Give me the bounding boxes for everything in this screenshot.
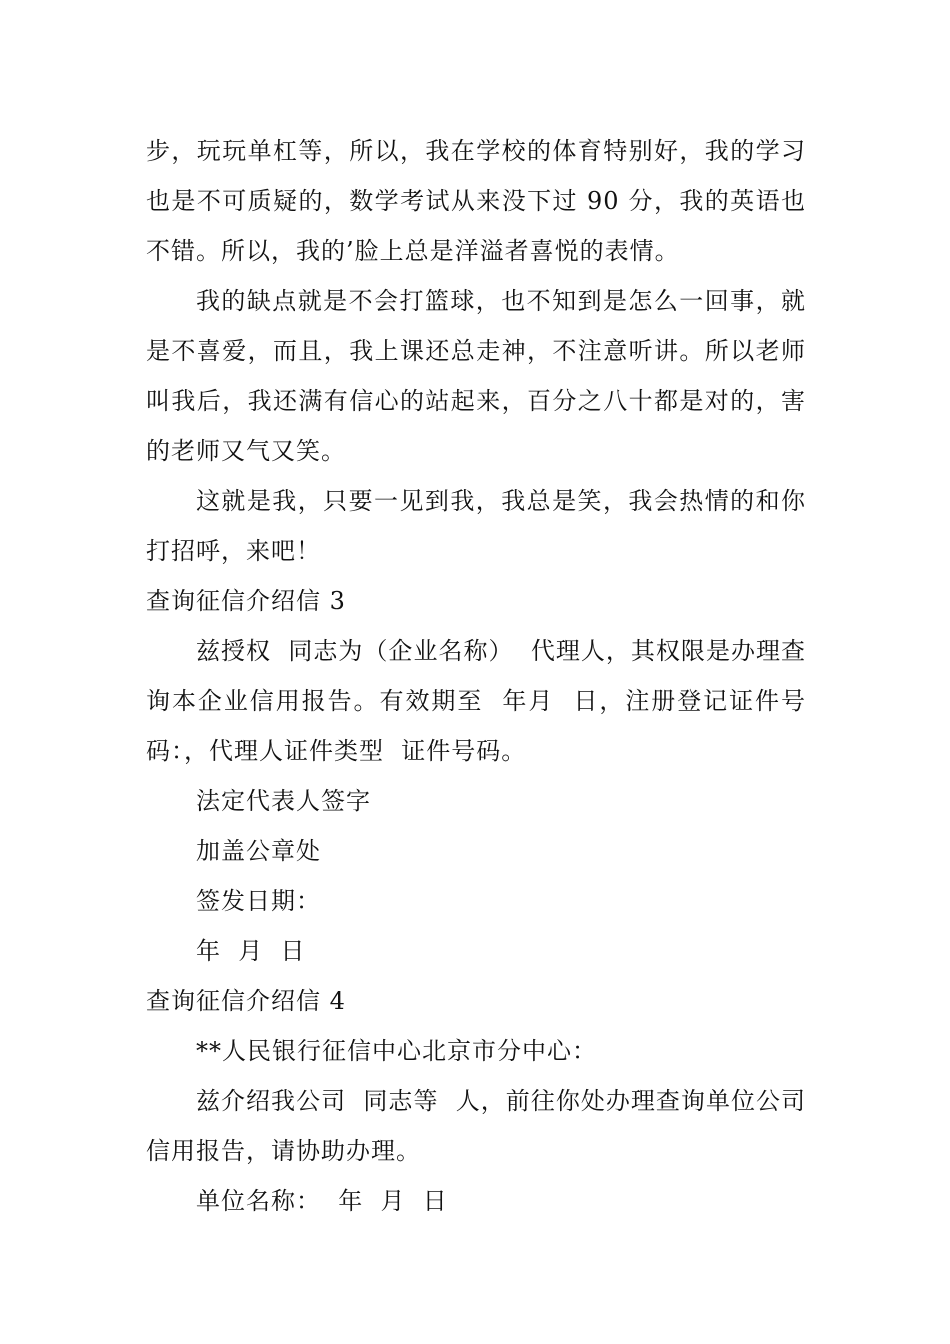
paragraph-introduction: 兹介绍我公司 同志等 人，前往你处办理查询单位公司信用报告，请协助办理。	[146, 1087, 806, 1165]
document-body	[146, 126, 806, 1226]
section-heading-letter-4: 查询征信介绍信 4	[146, 987, 346, 1015]
paragraph-authorization: 兹授权 同志为（企业名称） 代理人，其权限是办理查询本企业信用报告。有效期至 年月 日，注册登记证件号码：，代理人证件类型 证件号码。	[146, 637, 806, 765]
official-seal-line: 加盖公章处	[196, 837, 321, 865]
unit-name-date-line: 单位名称： 年 月 日	[196, 1187, 448, 1215]
letter-addressee: **人民银行征信中心北京市分中心：	[196, 1037, 597, 1065]
paragraph-strengths-continued: 步，玩玩单杠等，所以，我在学校的体育特别好，我的学习也是不可质疑的，数学考试从来没下过 90 分，我的英语也不错。所以，我的’脸上总是洋溢者喜悦的表情。	[146, 137, 806, 265]
legal-representative-signature-line: 法定代表人签字	[196, 787, 371, 815]
issue-date-label: 签发日期：	[196, 887, 321, 915]
date-placeholder-line: 年 月 日	[196, 937, 306, 965]
paragraph-weaknesses: 我的缺点就是不会打篮球，也不知到是怎么一回事，就是不喜爱，而且，我上课还总走神，不注意听讲。所以老师叫我后，我还满有信心的站起来，百分之八十都是对的，害的老师又气又笑。	[146, 287, 806, 465]
paragraph-closing: 这就是我，只要一见到我，我总是笑，我会热情的和你打招呼，来吧！	[146, 487, 806, 565]
section-heading-letter-3: 查询征信介绍信 3	[146, 587, 346, 615]
